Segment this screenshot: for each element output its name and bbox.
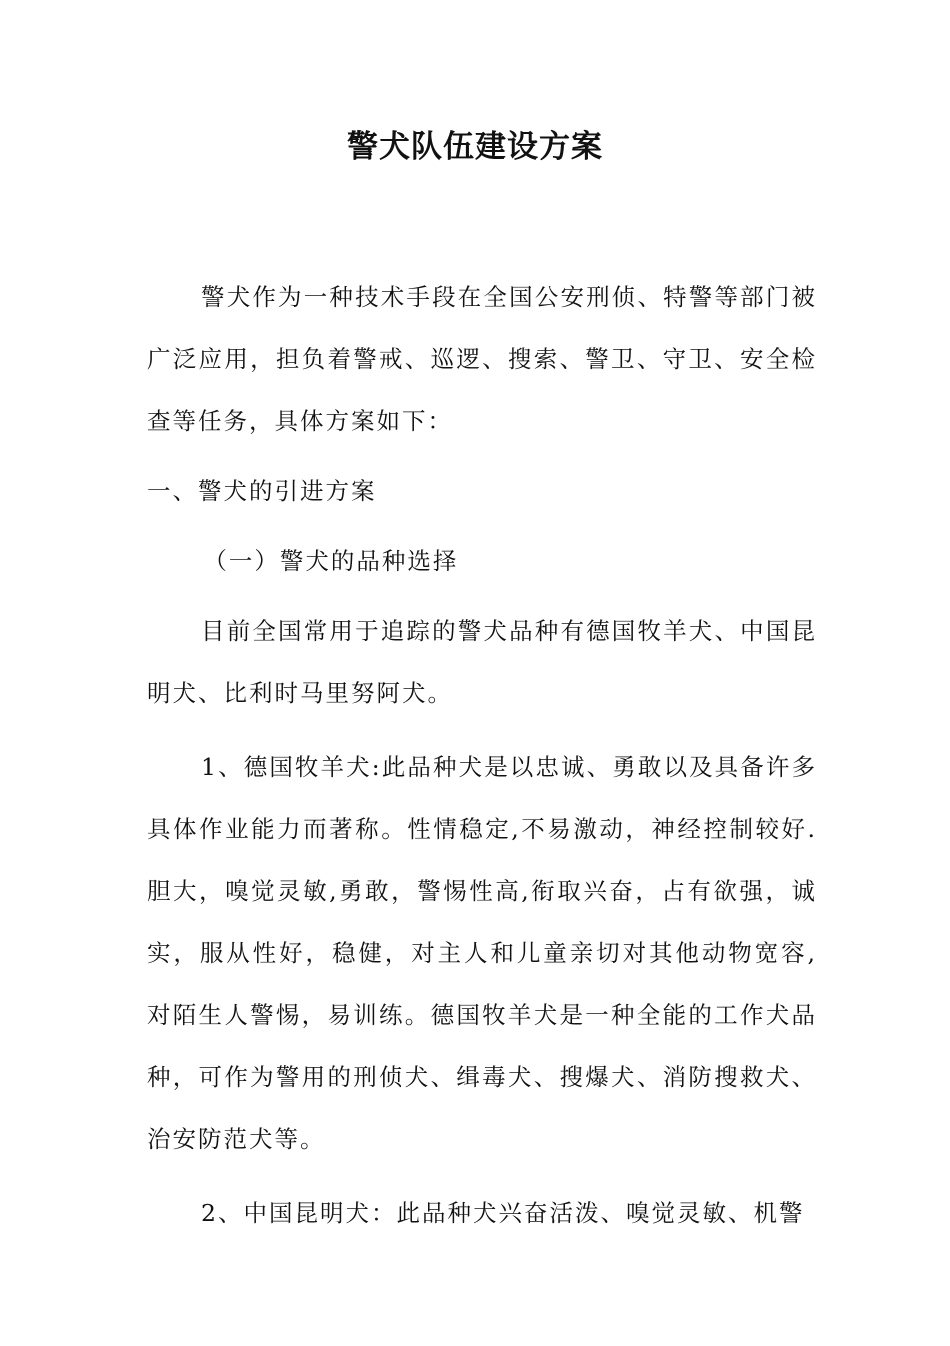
document-body	[147, 266, 817, 1244]
breeds-paragraph: 目前全国常用于追踪的警犬品种有德国牧羊犬、中国昆明犬、比利时马里努阿犬。	[147, 617, 817, 707]
document-title: 警犬队伍建设方案	[347, 129, 603, 165]
kunming-dog-paragraph: 2、中国昆明犬：此品种犬兴奋活泼、嗅觉灵敏、机警	[201, 1199, 805, 1227]
section-heading-1: 一、警犬的引进方案	[147, 477, 377, 505]
intro-paragraph: 警犬作为一种技术手段在全国公安刑侦、特警等部门被广泛应用，担负着警戒、巡逻、搜索、警卫、守卫、安全检查等任务，具体方案如下：	[147, 283, 817, 435]
german-shepherd-paragraph: 1、德国牧羊犬:此品种犬是以忠诚、勇敢以及具备许多具体作业能力而著称。性情稳定,不易激动，神经控制较好.胆大，嗅觉灵敏,勇敢，警惕性高,衔取兴奋，占有欲强，诚实，服从性好，稳健，对主人和儿童亲切对其他动物宽容,对陌生人警惕，易训练。德国牧羊犬是一种全能的工作犬品种，可作为警用的刑侦犬、缉毒犬、搜爆犬、消防搜救犬、治安防范犬等。	[147, 753, 817, 1153]
subsection-heading-1: （一）警犬的品种选择	[203, 547, 459, 575]
